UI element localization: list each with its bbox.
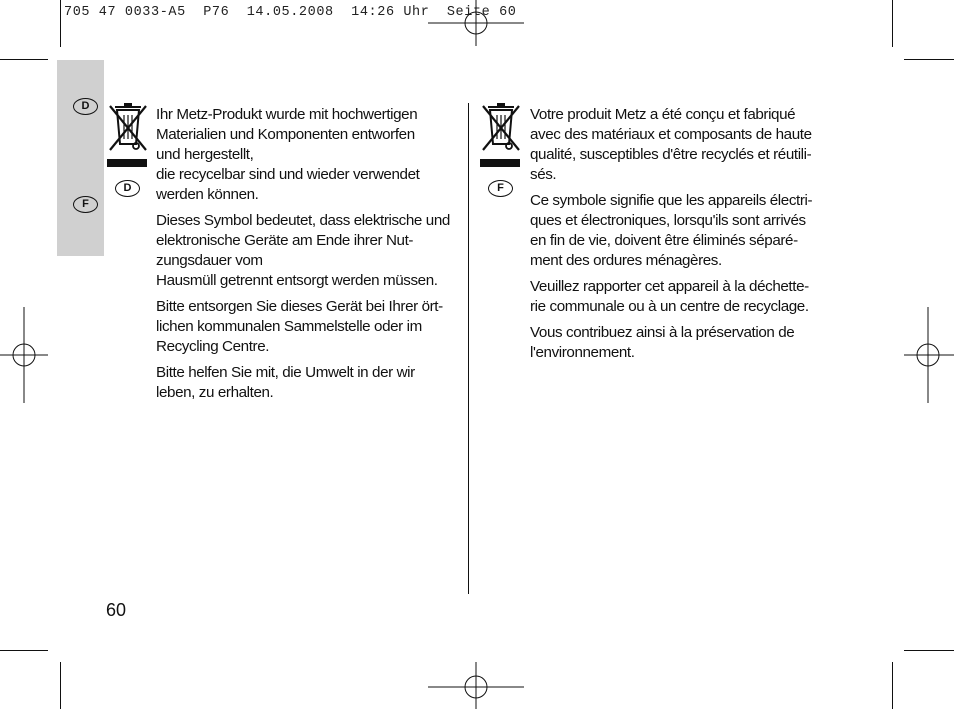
french-paragraph-3: Veuillez rapporter cet appareil à la déchette- rie communale ou à un centre de recyclage. bbox=[530, 278, 809, 315]
weee-underline-bar bbox=[107, 159, 147, 167]
crop-mark-top-right-vertical bbox=[892, 0, 893, 47]
crop-mark-top-left-horizontal bbox=[0, 59, 48, 60]
french-paragraph-2: Ce symbole signifie que les appareils électri- ques et électroniques, lorsqu'ils sont arrivés en fin de vie, doivent être éliminés séparé- ment des ordures ménagères. bbox=[530, 192, 813, 269]
column-divider bbox=[468, 103, 469, 594]
french-text-column bbox=[530, 105, 840, 369]
crop-mark-top-left-vertical bbox=[60, 0, 61, 47]
german-paragraph-4: Bitte helfen Sie mit, die Umwelt in der wir leben, zu erhalten. bbox=[156, 364, 415, 401]
german-text-column bbox=[156, 105, 466, 409]
page-number: 60 bbox=[106, 600, 127, 620]
crop-mark-top-right-horizontal bbox=[904, 59, 954, 60]
language-tab-f[interactable]: F bbox=[73, 196, 98, 213]
crosshair-registration-icon bbox=[0, 307, 48, 403]
french-paragraph-1: Votre produit Metz a été conçu et fabriqué avec des matériaux et composants de haute qualité, susceptibles d'être recyclés et réutili- sés. bbox=[530, 106, 812, 183]
section-badge-d: D bbox=[115, 180, 140, 197]
section-badge-f: F bbox=[488, 180, 513, 197]
french-paragraph-4: Vous contribuez ainsi à la préservation de l'environnement. bbox=[530, 324, 795, 361]
crop-mark-bottom-left-horizontal bbox=[0, 650, 48, 651]
german-paragraph-1: Ihr Metz-Produkt wurde mit hochwertigen Materialien und Komponenten entworfen und hergestellt, die recycelbar sind und wieder verwendet werden können. bbox=[156, 106, 420, 203]
crossed-out-wheelie-bin-icon bbox=[480, 102, 522, 154]
language-tab-d[interactable]: D bbox=[73, 98, 98, 115]
crossed-out-wheelie-bin-icon bbox=[107, 102, 149, 154]
print-header: 705 47 0033-A5 P76 14.05.2008 14:26 Uhr Seite 60 bbox=[64, 5, 517, 20]
crop-mark-bottom-right-vertical bbox=[892, 662, 893, 709]
language-tab-strip bbox=[57, 60, 104, 256]
german-paragraph-3: Bitte entsorgen Sie dieses Gerät bei Ihrer ört- lichen kommunalen Sammelstelle oder im Recycling Centre. bbox=[156, 298, 443, 355]
crop-mark-bottom-left-vertical bbox=[60, 662, 61, 709]
crosshair-registration-icon bbox=[904, 307, 954, 403]
german-paragraph-2: Dieses Symbol bedeutet, dass elektrische und elektronische Geräte am Ende ihrer Nut- zungsdauer vom Hausmüll getrennt entsorgt werden müssen. bbox=[156, 212, 450, 289]
crop-mark-bottom-right-horizontal bbox=[904, 650, 954, 651]
crosshair-registration-icon bbox=[428, 662, 524, 709]
weee-underline-bar bbox=[480, 159, 520, 167]
crosshair-registration-icon bbox=[428, 0, 524, 46]
